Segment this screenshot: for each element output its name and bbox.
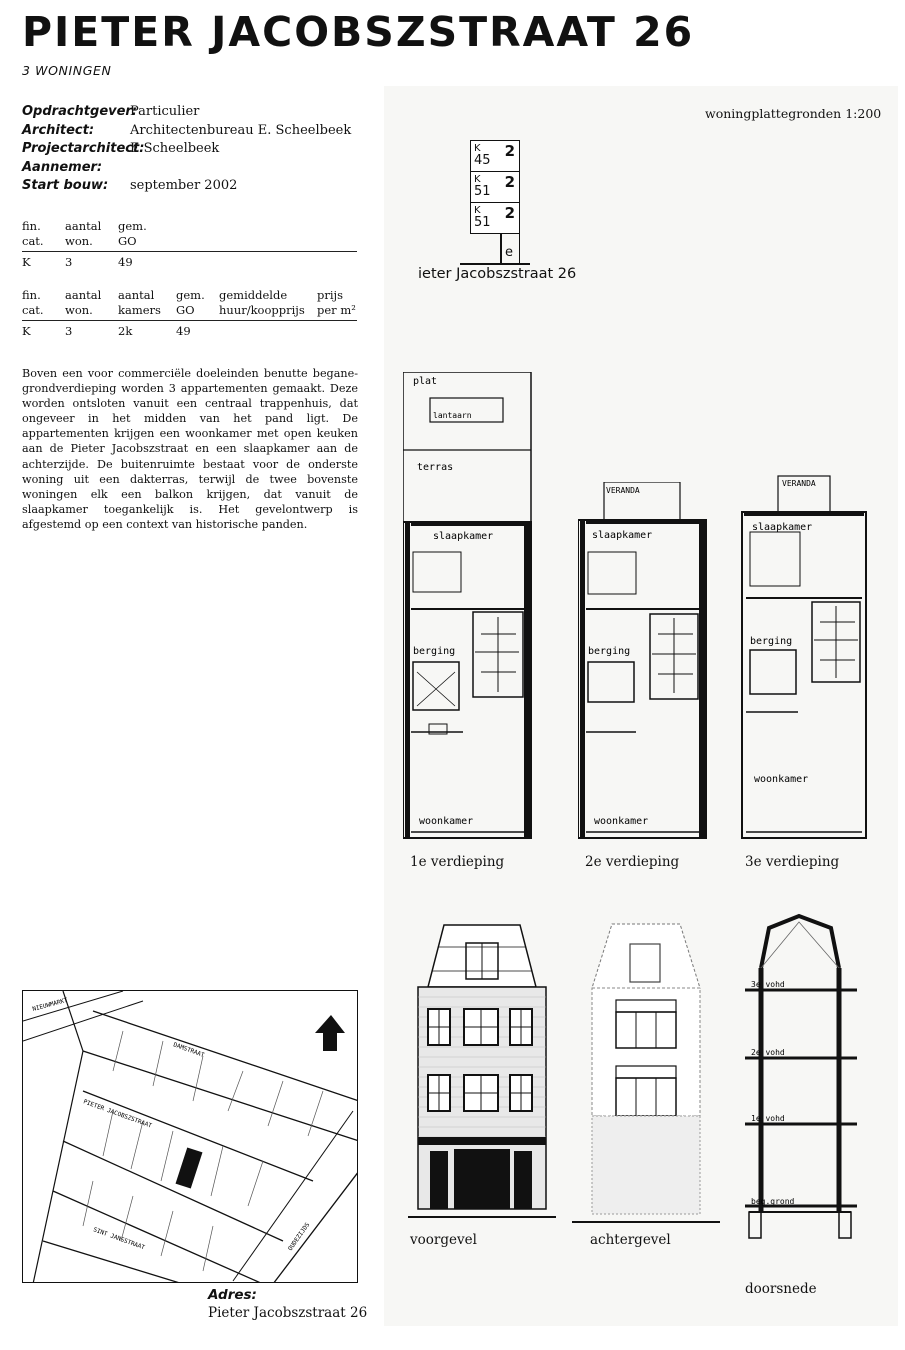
meta-row — [22, 159, 351, 178]
stack-cell-commercial: e — [505, 245, 513, 260]
table-cell: 49 — [176, 324, 191, 338]
floor-caption: 3e verdieping — [745, 854, 840, 870]
room-label: plat — [413, 376, 438, 387]
meta-value: Particulier — [130, 104, 200, 119]
stack-cell-rooms: 2 — [504, 204, 515, 222]
meta-row — [22, 140, 351, 159]
stack-cell — [470, 202, 520, 234]
room-label: VERANDA — [782, 479, 816, 488]
elevation-caption: doorsnede — [745, 1281, 817, 1297]
table-header: prijs per m² — [317, 288, 356, 317]
table-header-row — [22, 219, 357, 252]
floor-caption: 2e verdieping — [585, 854, 680, 870]
table-header: gemiddelde huur/koopprijs — [219, 288, 305, 317]
table-header: gem. GO — [118, 219, 147, 248]
page-subtitle: 3 WONINGEN — [22, 63, 112, 78]
stack-cell-category: K — [474, 174, 481, 185]
level-label: 3e vohd — [751, 980, 785, 989]
meta-value: september 2002 — [130, 178, 238, 193]
table-row — [22, 252, 357, 270]
street-label: SINT JANSSTRAAT — [92, 1226, 146, 1252]
table-cell — [219, 324, 317, 339]
stack-cell-rooms: 2 — [504, 142, 515, 160]
page-title: PIETER JACOBSZSTRAAT 26 — [22, 8, 695, 56]
room-label: berging — [750, 636, 793, 647]
meta-value: E Scheelbeek — [130, 141, 220, 156]
meta-row — [22, 177, 351, 196]
table-cell: 3 — [65, 324, 73, 338]
meta-label: Aannemer: — [22, 159, 103, 175]
project-description: Boven een voor commerciële doeleinden benutte begane-grondverdieping worden 3 appartementen gemaakt. Deze worden ontsloten vanuit een centraal trappenhuis, dat ongeveer in het midden van het pand ligt. De appartementen krijgen een woonkamer met open keuken aan de Pieter Jacobszstraat en een slaapkamer aan de achterzijde. De buitenruimte bestaat voor de onderste woning uit een dakterras, terwijl de twee bovenste woningen elk een balkon krijgen, dat vanuit de slaapkamer toegankelijk is. Het gevelontwerp is afgestemd op een context van historische panden. — [22, 367, 358, 531]
table-header: fin. cat. — [22, 219, 44, 248]
street-label: PIETER JACOBSZSTRAAT — [82, 1098, 153, 1130]
floor-caption: 1e verdieping — [410, 854, 505, 870]
stack-cell-category: K — [474, 205, 481, 216]
stack-cell-area: 51 — [474, 184, 491, 199]
street-label: NIEUWMARKT — [31, 996, 69, 1013]
front-elevation — [408, 915, 556, 1225]
room-label: berging — [588, 646, 631, 657]
table-cell: 2k — [118, 324, 133, 338]
scale-label: woningplattegronden 1:200 — [705, 106, 882, 121]
building-section — [735, 912, 865, 1247]
rear-elevation — [572, 908, 720, 1226]
floor-plan-2 — [578, 482, 708, 840]
room-label: terras — [417, 462, 454, 473]
meta-row — [22, 122, 351, 141]
meta-row — [22, 103, 351, 122]
level-label: 2e vohd — [751, 1048, 785, 1057]
summary-table — [22, 219, 357, 270]
room-label: woonkamer — [594, 816, 649, 827]
floor-plan-3 — [740, 472, 870, 840]
elevation-caption: achtergevel — [590, 1232, 671, 1248]
room-label: slaapkamer — [592, 530, 653, 541]
meta-value: Architectenbureau E. Scheelbeek — [130, 122, 352, 138]
situation-map — [22, 990, 358, 1283]
table-header: fin. cat. — [22, 288, 44, 317]
stack-cell-area: 51 — [474, 215, 491, 230]
stack-cell-area: 45 — [474, 153, 491, 168]
level-label: 1e vohd — [751, 1114, 785, 1123]
room-label: slaapkamer — [752, 522, 813, 533]
room-label: woonkamer — [419, 816, 474, 827]
meta-label: Architect: — [22, 122, 95, 138]
stack-cell-rooms: 2 — [504, 173, 515, 191]
table-cell: 49 — [118, 255, 133, 269]
table-cell — [317, 324, 357, 339]
table-header: aantal won. — [65, 288, 102, 317]
stack-caption: ieter Jacobszstraat 26 — [418, 266, 577, 282]
project-meta — [22, 103, 351, 196]
meta-label: Projectarchitect: — [22, 141, 145, 156]
table-row — [22, 321, 357, 339]
table-header: gem. GO — [176, 288, 205, 317]
meta-label: Opdrachtgever: — [22, 104, 138, 119]
street-label: OUDEZIJDS — [286, 1221, 312, 1253]
street-label: DAMSTRAAT — [172, 1041, 206, 1060]
map-drawing — [23, 991, 358, 1283]
address-value: Pieter Jacobszstraat 26 — [208, 1305, 368, 1321]
table-cell: K — [22, 255, 31, 269]
meta-label: Start bouw: — [22, 178, 109, 193]
room-label: berging — [413, 646, 456, 657]
elevation-caption: voorgevel — [410, 1232, 477, 1248]
floor-plan-1 — [403, 372, 533, 840]
address-label: Adres: — [208, 1287, 257, 1303]
table-cell: 3 — [65, 255, 73, 269]
room-label: lantaarn — [433, 411, 472, 420]
table-header: aantal kamers — [118, 288, 161, 317]
stack-cell — [470, 171, 520, 203]
price-table — [22, 288, 357, 339]
table-cell: K — [22, 324, 31, 338]
table-header-row — [22, 288, 357, 321]
stack-cell-category: K — [474, 143, 481, 154]
room-label: woonkamer — [754, 774, 809, 785]
table-header: aantal won. — [65, 219, 102, 248]
room-label: VERANDA — [606, 486, 640, 495]
stack-cell-ground — [470, 233, 520, 263]
stack-cell — [470, 140, 520, 172]
room-label: slaapkamer — [433, 531, 494, 542]
level-label: beg.grond — [751, 1197, 795, 1206]
